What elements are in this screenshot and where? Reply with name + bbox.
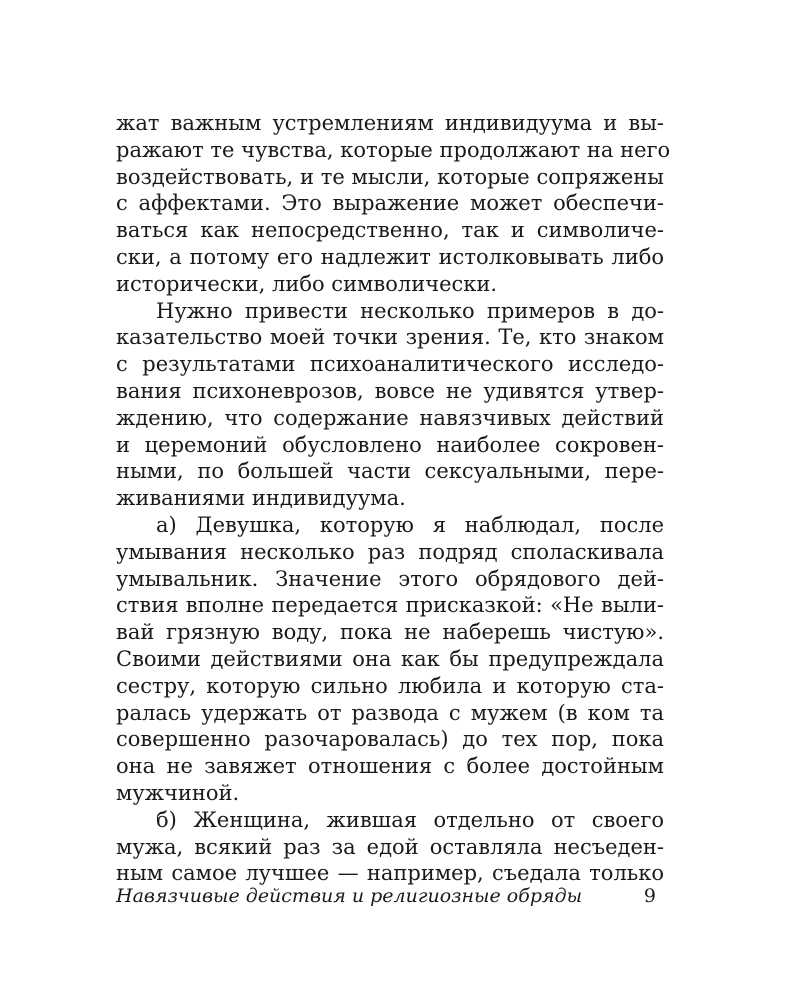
text-line: сестру, которую сильно любила и которую ста- — [116, 673, 664, 698]
page-number: 9 — [643, 885, 656, 907]
text-line: б) Женщина, жившая отдельно от своего — [156, 807, 664, 832]
text-line: а) Девушка, которую я наблюдал, после — [156, 512, 664, 537]
text-line: мужчиной. — [116, 780, 240, 805]
text-line: ралась удержать от развода с мужем (в ком та — [116, 700, 664, 725]
text-line: исторически, либо символически. — [116, 271, 498, 296]
page-footer — [116, 885, 656, 913]
text-line: живаниями индивидуума. — [116, 486, 406, 511]
text-line: Своими действиями она как бы предупреждала — [116, 646, 664, 671]
text-line: умывания несколько раз подряд споласкивала — [116, 539, 664, 564]
text-line: мужа, всякий раз за едой оставляла несъеден- — [116, 834, 664, 859]
text-line: воздействовать, и те мысли, которые сопряжены — [116, 164, 664, 189]
text-line: вания психоневрозов, вовсе не удивятся утвер- — [116, 378, 664, 403]
text-line: казательство моей точки зрения. Те, кто знаком — [116, 325, 664, 350]
text-line: с аффектами. Это выражение может обеспечи- — [116, 191, 664, 216]
text-line: умывальник. Значение этого обрядового дей- — [116, 566, 664, 591]
running-title: Навязчивые действия и религиозные обряды — [116, 885, 583, 907]
text-line: Нужно привести несколько примеров в до- — [156, 298, 664, 323]
text-line: ваться как непосредственно, так и символиче- — [116, 218, 664, 243]
text-line: совершенно разочаровалась) до тех пор, пока — [116, 727, 664, 752]
text-line: ными, по большей части сексуальными, пере- — [116, 459, 664, 484]
body-text — [116, 110, 671, 887]
text-line: жат важным устремлениям индивидуума и вы- — [116, 111, 664, 135]
text-line: и церемоний обусловлено наиболее сокровен- — [116, 432, 664, 457]
text-line: ражают те чувства, которые продолжают на него — [116, 137, 671, 162]
text-line: ным самое лучшее — например, съедала только — [116, 861, 664, 886]
text-line: с результатами психоаналитического исследо- — [116, 352, 664, 377]
text-line: она не завяжет отношения с более достойным — [116, 754, 664, 779]
text-line: ствия вполне передается присказкой: «Не выли- — [116, 593, 664, 618]
text-line: ждению, что содержание навязчивых действий — [116, 405, 664, 430]
text-line: вай грязную воду, пока не наберешь чистую». — [116, 620, 664, 645]
text-line: ски, а потому его надлежит истолковывать либо — [116, 244, 664, 269]
